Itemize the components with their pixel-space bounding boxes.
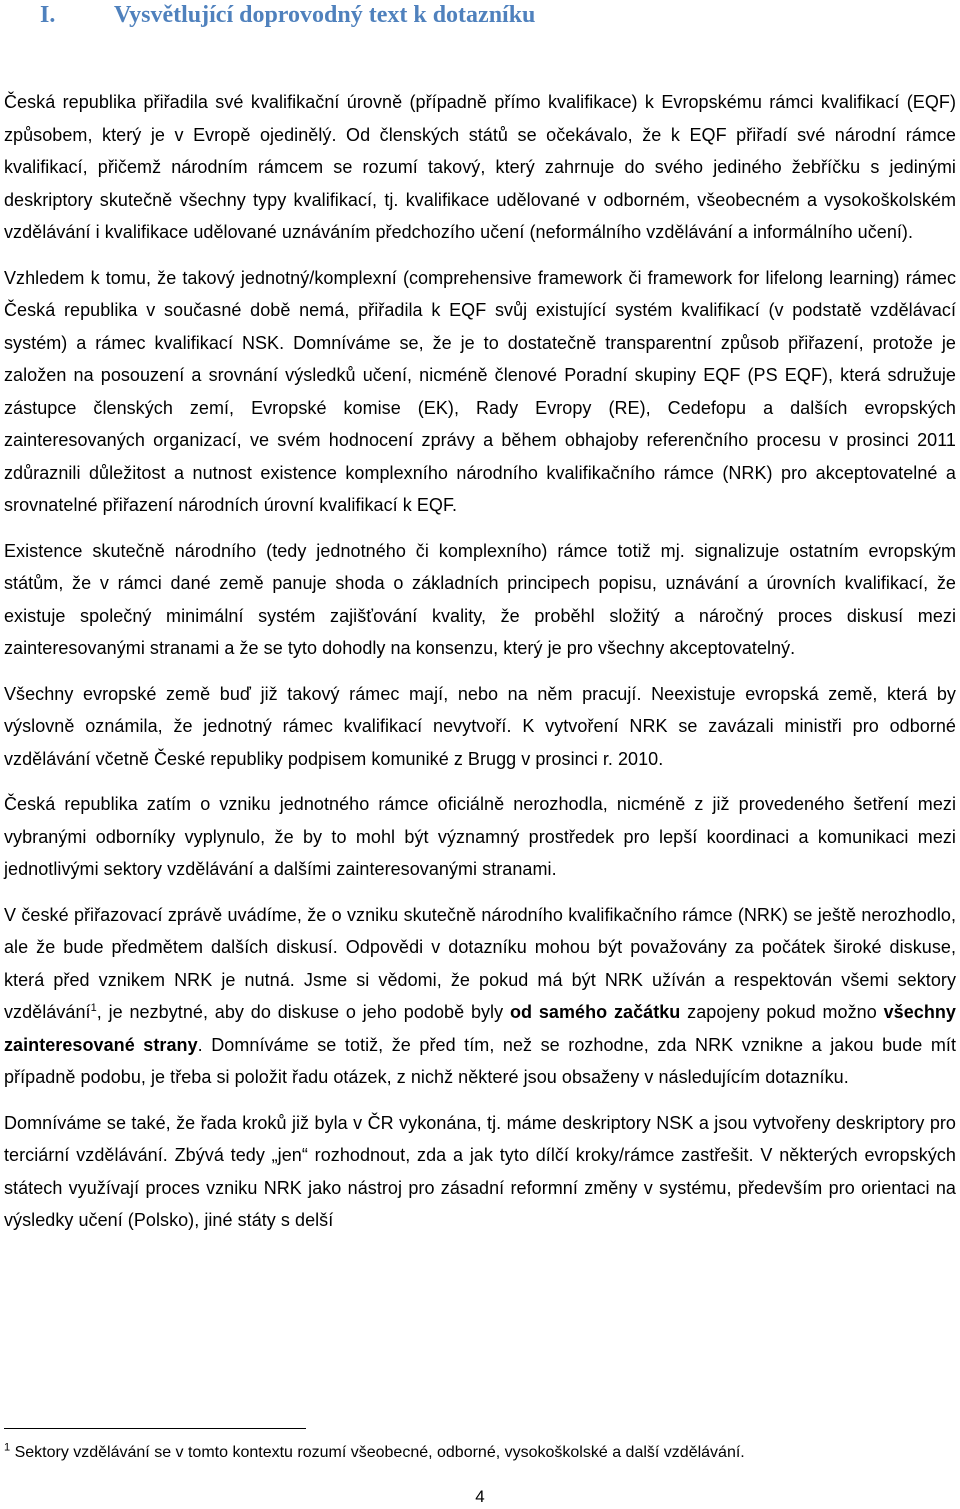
paragraph-text: V české přiřazovací zprávě uvádíme, že o vzniku skutečně národního kvalifikačního rámce (NRK) se ještě nerozhodlo, ale že bude předmětem dalších diskusí. Odpovědi v dotazníku mohou být považovány za počátek široké diskuse, která před vznikem NRK je nutná. Jsme si vědomi, že pokud má být NRK užíván a respektován všemi sektory vzdělávání: [4, 904, 956, 1022]
footnote-reference[interactable]: 1: [90, 1002, 97, 1014]
paragraph: Domníváme se také, že řada kroků již byla v ČR vykonána, tj. máme deskriptory NSK a jsou vytvořeny deskriptory pro terciární vzdělávání. Zbývá tedy „jen“ rozhodnout, zda a jak tyto dílčí kroky/rámce zastřešit. V některých evropských státech využívají proces vzniku NRK jako nástroj pro zásadní reformní změny v systému, především pro orientaci na výsledky učení (Polsko), jiné státy s delší: [4, 1112, 956, 1230]
body-text: [4, 86, 956, 1237]
footnote-marker: 1: [4, 1441, 11, 1454]
paragraph-text: , je nezbytné, aby do diskuse o jeho podobě byly: [96, 1002, 510, 1022]
paragraph-text: zapojeny pokud možno: [680, 1002, 884, 1022]
section-title: Vysvětlující doprovodný text k dotazníku: [114, 2, 536, 28]
emphasis-text: všechny zainteresované strany: [4, 1002, 956, 1055]
paragraph: Česká republika zatím o vzniku jednotného rámce oficiálně nerozhodla, nicméně z již provedeného šetření mezi vybranými odborníky vyplynulo, že by to mohl být významný prostředek pro lepší koordinaci a komunikaci mezi jednotlivými sektory vzdělávání a dalšími zainteresovanými stranami.: [4, 794, 956, 879]
footnote: [4, 1440, 956, 1466]
paragraph: Existence skutečně národního (tedy jednotného či komplexního) rámce totiž mj. signalizuje ostatním evropským státům, že v rámci dané země panuje shoda o základních principech popisu, uznávání a úrovních kvalifikací, že existuje společný minimální systém zajišťování kvality, že proběhl složitý a náročný proces diskusí mezi zainteresovanými stranami a že se tyto dohodly na konsenzu, který je pro všechny akceptovatelný.: [4, 540, 956, 658]
paragraph: [4, 899, 956, 1094]
document-page: [4, 0, 956, 1250]
section-number: I.: [40, 2, 56, 28]
paragraph: Všechny evropské země buď již takový rámec mají, nebo na něm pracují. Neexistuje evropská země, která by výslovně oznámila, že jednotný rámec kvalifikací nevytvoří. K vytvoření NRK se zavázali ministři pro odborné vzdělávání včetně České republiky podpisem komuniké z Brugg v prosinci r. 2010.: [4, 683, 956, 769]
paragraph: Vzhledem k tomu, že takový jednotný/komplexní (comprehensive framework či framework for lifelong learning) rámec Česká republika v současné době nemá, přiřadila k EQF svůj existující systém kvalifikací (v podstatě vzdělávací systém) a rámec kvalifikací NSK. Domníváme se, že je to dostatečně transparentní způsob přiřazení, protože je založen na posouzení a srovnání výsledků učení, nicméně členové Poradní skupiny EQF (PS EQF), která sdružuje zástupce členských zemí, Evropské komise (EK), Rady Evropy (RE), Cedefopu a dalších evropských zainteresovaných organizací, ve svém hodnocení zprávy a během obhajoby referenčního procesu v prosinci 2011 zdůraznili důležitost a nutnost existence komplexního národního kvalifikačního rámce (NRK) pro akceptovatelné a srovnatelné přiřazení národních úrovní kvalifikací k EQF.: [4, 267, 956, 515]
paragraph-text: . Domníváme se totiž, že před tím, než se rozhodne, zda NRK vznikne a jakou bude mít případně podobu, je třeba si položit řadu otázek, z nichž některé jsou obsaženy v následujícím dotazníku.: [4, 1034, 956, 1087]
footnote-text: Sektory vzdělávání se v tomto kontextu rozumí všeobecné, odborné, vysokoškolské a další vzdělávání.: [10, 1444, 745, 1461]
page-number: 4: [475, 1487, 485, 1506]
section-heading: [4, 0, 956, 30]
emphasis-text: od samého začátku: [509, 1002, 681, 1022]
paragraph: Česká republika přiřadila své kvalifikační úrovně (případně přímo kvalifikace) k Evropskému rámci kvalifikací (EQF) způsobem, který je v Evropě ojedinělý. Od členských států se očekávalo, že k EQF přiřadí své národní rámce kvalifikací, přičemž národním rámcem se rozumí takový, který zahrnuje do svého jediného žebříčku s jedinými deskriptory skutečně všechny typy kvalifikací, tj. kvalifikace udělované v odborném, všeobecném a vysokoškolském vzdělávání i kvalifikace udělované uznáváním předchozího učení (neformálního vzdělávání a informálního učení).: [4, 92, 956, 242]
footnote-separator: [4, 1428, 306, 1429]
